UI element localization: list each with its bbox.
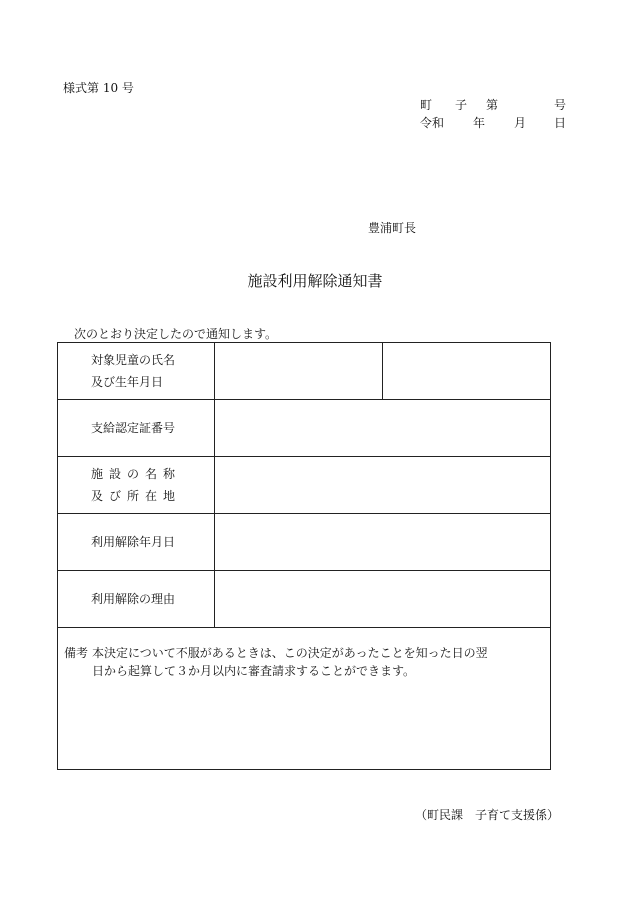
remarks-cell <box>58 628 551 770</box>
facility-value <box>215 457 551 514</box>
document-number <box>420 96 570 112</box>
child-birthdate-value <box>383 343 551 400</box>
facility-address-label: 及び所在地 <box>91 489 182 503</box>
certificate-label-cell <box>58 400 215 457</box>
row-facility <box>58 457 551 514</box>
facility-label-cell <box>58 457 215 514</box>
remarks <box>64 644 550 680</box>
date-day: 日 <box>554 116 567 130</box>
child-name-value <box>215 343 383 400</box>
doc-number-dai: 第 <box>486 98 499 112</box>
remarks-text-1: 本決定について不服があるときは、この決定があったことを知った日の翌 <box>92 646 488 660</box>
date-era: 令和 <box>420 116 445 130</box>
department-footer: （町民課 子育て支援係） <box>415 808 560 822</box>
date-month: 月 <box>514 116 527 130</box>
notice-table <box>57 342 551 770</box>
certificate-label: 支給認定証番号 <box>91 421 176 435</box>
row-cancel-reason <box>58 571 551 628</box>
row-certificate <box>58 400 551 457</box>
doc-number-town: 町 <box>420 98 433 112</box>
cancel-date-label-cell <box>58 514 215 571</box>
doc-number-go: 号 <box>554 98 567 112</box>
remarks-line-1 <box>64 644 550 662</box>
cancel-reason-label-cell <box>58 571 215 628</box>
intro-text: 次のとおり決定したので通知します。 <box>74 327 278 341</box>
form-number: 様式第 10 号 <box>63 81 134 95</box>
remarks-text-2: 日から起算して３か月以内に審査請求することができます。 <box>92 664 416 678</box>
document-title: 施設利用解除通知書 <box>247 272 383 290</box>
child-name-label: 対象児童の氏名 <box>91 353 176 367</box>
date-year: 年 <box>473 116 486 130</box>
certificate-value <box>215 400 551 457</box>
row-cancel-date <box>58 514 551 571</box>
cancel-reason-value <box>215 571 551 628</box>
remarks-heading: 備考 <box>64 646 89 660</box>
cancel-date-label: 利用解除年月日 <box>91 535 176 549</box>
facility-name-label: 施設の名称 <box>91 467 182 481</box>
cancel-reason-label: 利用解除の理由 <box>91 592 176 606</box>
issuer: 豊浦町長 <box>368 221 417 235</box>
doc-number-child: 子 <box>455 98 468 112</box>
row-remarks <box>58 628 551 770</box>
row-child <box>58 343 551 400</box>
issue-date <box>420 114 570 130</box>
cancel-date-value <box>215 514 551 571</box>
child-birthdate-label: 及び生年月日 <box>91 375 164 389</box>
child-label-cell <box>58 343 215 400</box>
